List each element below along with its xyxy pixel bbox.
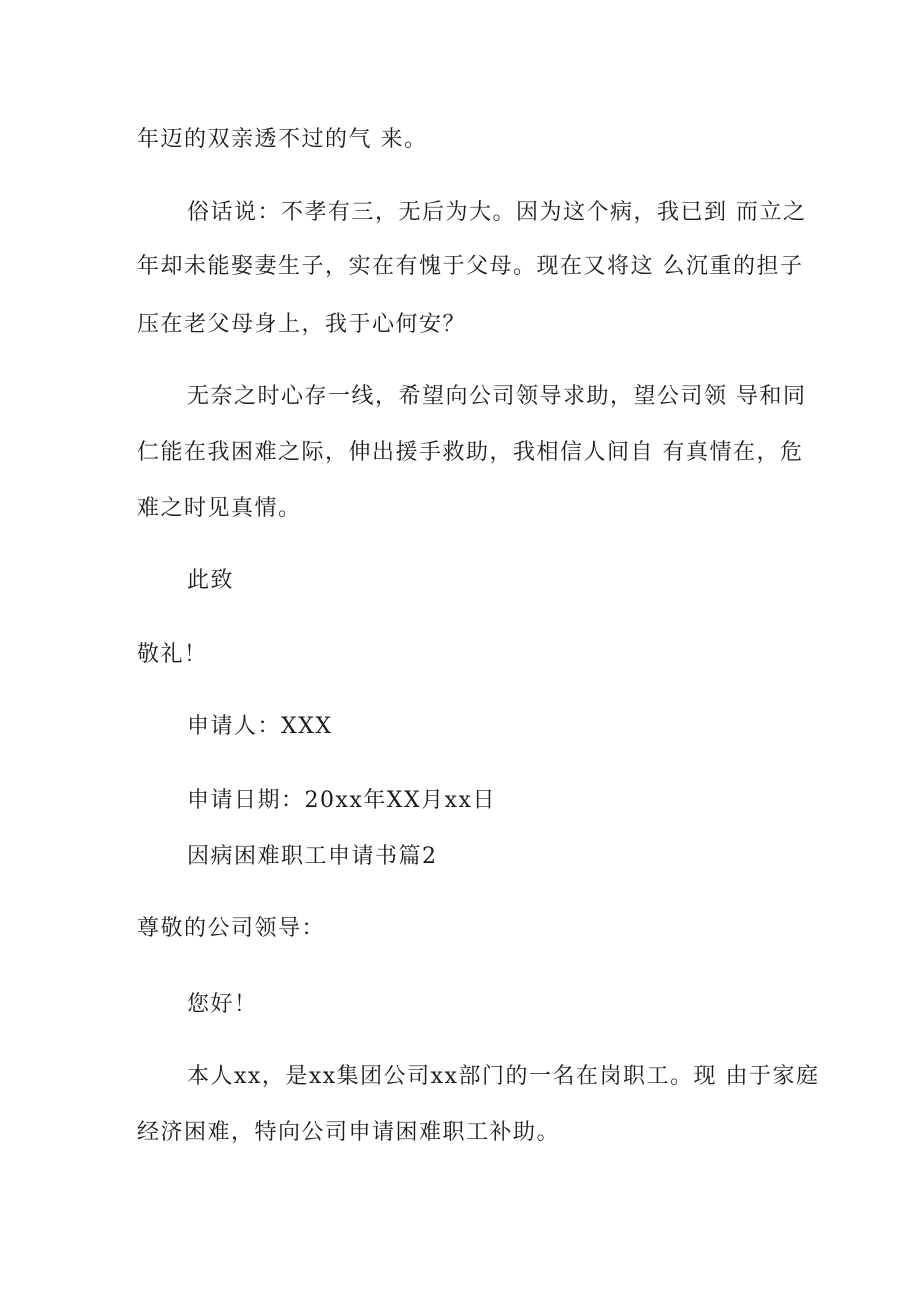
section-heading: 因病困难职工申请书篇2 <box>187 844 438 869</box>
applicant-name: 申请人：XXX <box>187 714 333 739</box>
paragraph-line: 年却未能娶妻生子，实在有愧于父母。现在又将这 么沉重的担子 <box>137 254 804 279</box>
paragraph-line: 年迈的双亲透不过的气 来。 <box>137 127 428 152</box>
paragraph-line: 经济困难，特向公司申请困难职工补助。 <box>137 1120 561 1145</box>
paragraph-line: 无奈之时心存一线，希望向公司领导求助，望公司领 导和同 <box>187 384 807 409</box>
greeting-recipient: 尊敬的公司领导： <box>137 916 326 941</box>
paragraph-line: 仁能在我困难之际，伸出援手救助，我相信人间自 有真情在，危 <box>137 440 804 465</box>
paragraph-line: 俗话说：不孝有三，无后为大。因为这个病，我已到 而立之 <box>187 200 807 225</box>
application-date: 申请日期：20xx年XX月xx日 <box>187 788 496 813</box>
paragraph-line: 难之时见真情。 <box>137 496 302 521</box>
closing-regards: 敬礼！ <box>137 642 208 667</box>
paragraph-line: 本人xx，是xx集团公司xx部门的一名在岗职工。现 由于家庭 <box>187 1064 820 1089</box>
greeting: 您好！ <box>187 992 258 1017</box>
closing-salutation: 此致 <box>187 568 235 593</box>
paragraph-line: 压在老父母身上，我于心何安？ <box>137 312 467 337</box>
